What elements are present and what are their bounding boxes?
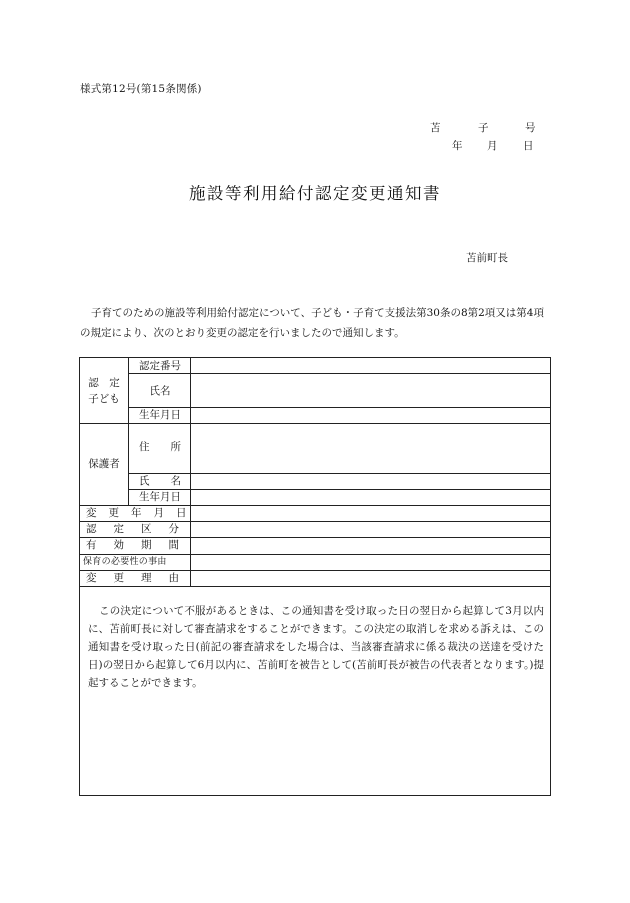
- cert-category-field[interactable]: [191, 522, 551, 537]
- label-child-birth-date: 生年月日: [139, 409, 181, 421]
- issuer: 苫前町長: [466, 252, 508, 264]
- intro-paragraph: 子育てのための施設等利用給付認定について、子ども・子育て支援法第30条の8第2項又は第4項の規定により、次のとおり変更の認定を行いましたので通知します。: [80, 307, 544, 339]
- document-number-prefix: 苫: [430, 122, 441, 134]
- guardian-name-field[interactable]: [191, 474, 551, 489]
- date-day: 日: [523, 140, 534, 152]
- change-date-field[interactable]: [191, 506, 551, 521]
- guardian-address-field[interactable]: [191, 424, 551, 473]
- label-child-name: 氏名: [149, 385, 171, 397]
- appeal-notice: この決定について不服があるときは、この通知書を受け取った日の翌日から起算して3月以内に、苫前町長に対して審査請求をすることができます。この決定の取消しを求める訴えは、この通知書を受け取った日(前記の審査請求をした場合は、当該審査請求に係る裁決の送達を受けた日)の翌日から起算して6月以内に、苫前町を被告として(苫前町長が被告の代表者となります。)提起することができます。: [88, 605, 544, 689]
- child-birth-date-field[interactable]: [191, 408, 551, 423]
- label-cert-category: 認定区分: [86, 523, 196, 535]
- label-change-reason: 変更理由: [86, 572, 196, 584]
- change-reason-field[interactable]: [191, 571, 551, 586]
- label-guardian-address: 住 所: [139, 441, 181, 453]
- document-title: 施設等利用給付認定変更通知書: [189, 184, 441, 203]
- date-year: 年: [452, 140, 463, 152]
- label-guardian-name: 氏 名: [139, 475, 181, 487]
- document-number-middle: 子: [478, 122, 489, 134]
- child-group-label: 認 定 子ども: [88, 377, 120, 405]
- form-table: [79, 357, 551, 796]
- guardian-birth-date-field[interactable]: [191, 490, 551, 505]
- date-month: 月: [487, 140, 498, 152]
- label-cert-number: 認定番号: [139, 360, 181, 372]
- label-validity-period: 有効期間: [86, 539, 196, 551]
- label-guardian-birth-date: 生年月日: [139, 491, 181, 503]
- cert-number-field[interactable]: [191, 358, 551, 373]
- guardian-group-label: 保護者: [88, 458, 120, 470]
- form-number: 様式第12号(第15条関係): [80, 83, 202, 95]
- document-number-suffix: 号: [525, 122, 536, 134]
- label-care-need-reason: 保育の必要性の事由: [83, 557, 167, 567]
- child-name-field[interactable]: [191, 374, 551, 407]
- validity-period-field[interactable]: [191, 538, 551, 553]
- label-change-date: 変更年月日: [86, 507, 199, 519]
- care-need-reason-field[interactable]: [191, 555, 551, 570]
